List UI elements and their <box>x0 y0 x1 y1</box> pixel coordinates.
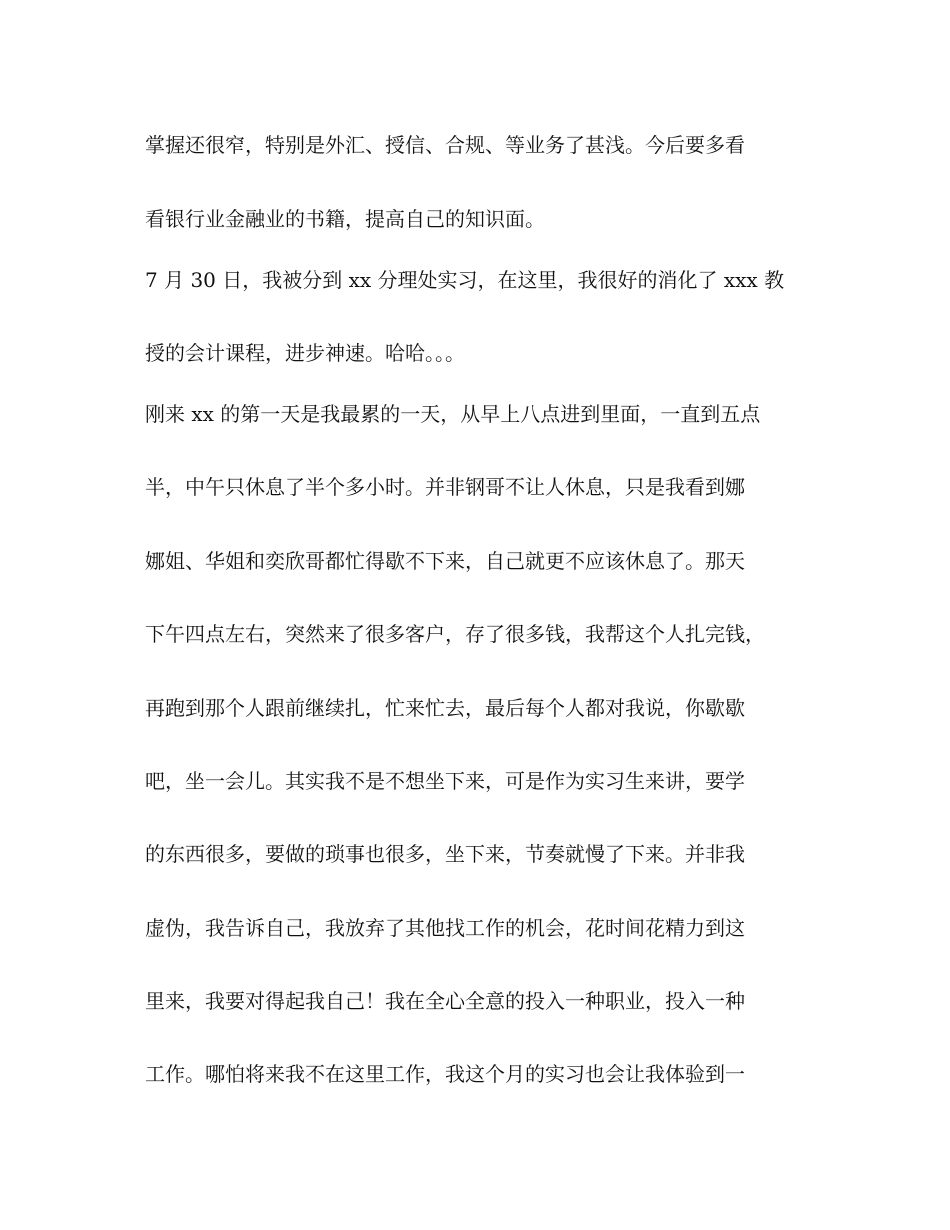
text-line: 刚来 xx 的第一天是我最累的一天，从早上八点进到里面，一直到五点 <box>145 402 761 426</box>
text-line: 掌握还很窄，特别是外汇、授信、合规、等业务了甚浅。今后要多看 <box>145 133 745 157</box>
text-line: 再跑到那个人跟前继续扎，忙来忙去，最后每个人都对我说，你歇歇 <box>145 696 745 720</box>
text-line: 看银行业金融业的书籍，提高自己的知识面。 <box>145 207 545 231</box>
text-line: 吧，坐一会儿。其实我不是不想坐下来，可是作为实习生来讲，要学 <box>145 769 745 793</box>
text-line: 7 月 30 日，我被分到 xx 分理处实习，在这里，我很好的消化了 xxx 教 <box>145 268 785 292</box>
text-line: 的东西很多，要做的琐事也很多，坐下来，节奏就慢了下来。并非我 <box>145 842 745 866</box>
text-line: 授的会计课程，进步神速。哈哈。。。 <box>145 341 465 365</box>
text-line: 下午四点左右，突然来了很多客户，存了很多钱，我帮这个人扎完钱， <box>145 622 765 646</box>
text-line: 里来，我要对得起我自己！我在全心全意的投入一种职业，投入一种 <box>145 989 745 1013</box>
text-line: 虚伪，我告诉自己，我放弃了其他找工作的机会，花时间花精力到这 <box>145 916 745 940</box>
text-line: 工作。哪怕将来我不在这里工作，我这个月的实习也会让我体验到一 <box>145 1062 745 1086</box>
text-line: 娜姐、华姐和奕欣哥都忙得歇不下来，自己就更不应该休息了。那天 <box>145 549 745 573</box>
text-line: 半，中午只休息了半个多小时。并非钢哥不让人休息，只是我看到娜 <box>145 475 745 499</box>
